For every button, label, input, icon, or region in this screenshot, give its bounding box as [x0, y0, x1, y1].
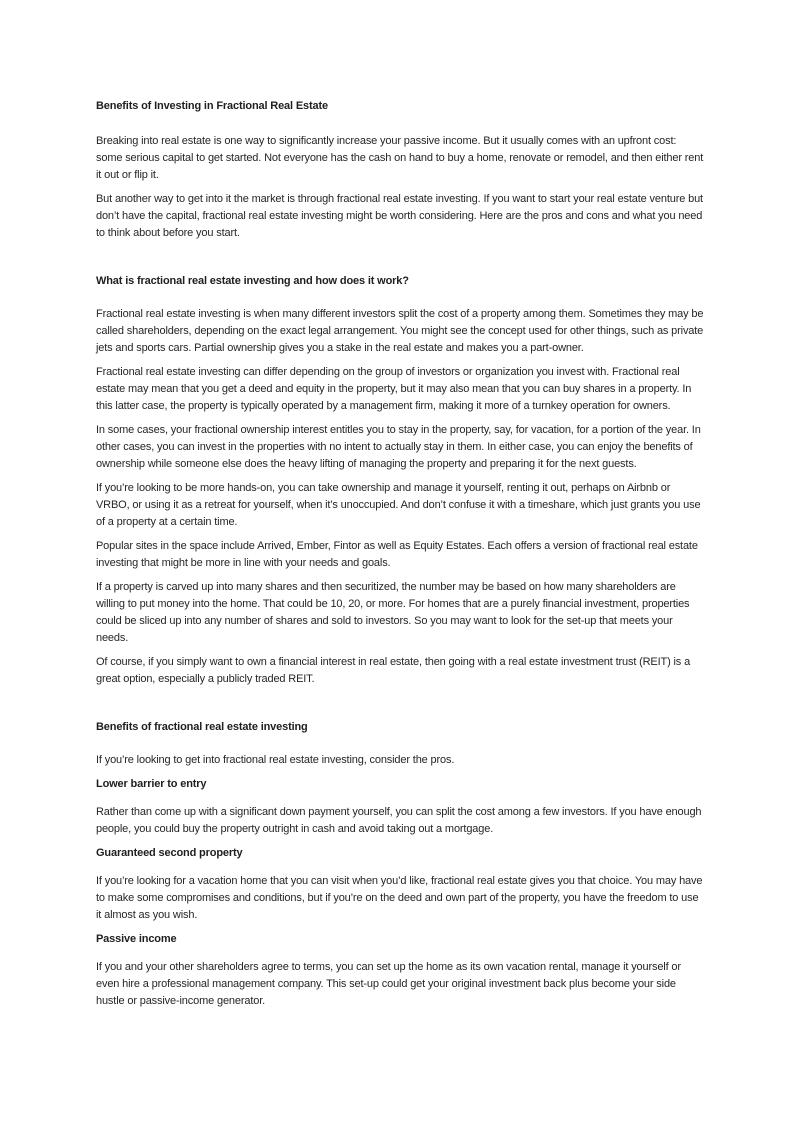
subheading-lower-barrier-to-entry: Lower barrier to entry: [96, 778, 207, 790]
what-is-paragraph-1: Fractional real estate investing is when many different investors split the cost of a property among them. Sometimes they may be called shareholders, depending on the exact legal arrangement. You might see the concept used for other things, such as private jets and sports cars. Partial ownership gives you a stake in the real estate and makes you a part-owner.: [96, 308, 704, 354]
what-is-paragraph-5: Popular sites in the space include Arrived, Ember, Fintor as well as Equity Estates. Each offers a version of fractional real estate investing that might be more in line with your needs and goals.: [96, 540, 698, 569]
what-is-paragraph-7: Of course, if you simply want to own a financial interest in real estate, then going with a real estate investment trust (REIT) is a great option, especially a publicly traded REIT.: [96, 656, 691, 685]
section-heading-what-is: What is fractional real estate investing and how does it work?: [96, 275, 409, 287]
lower-barrier-paragraph: Rather than come up with a significant down payment yourself, you can split the cost among a few investors. If you have enough people, you could buy the property outright in cash and avoid taking out a mortgage.: [96, 806, 702, 835]
intro-paragraph-2: But another way to get into it the market is through fractional real estate investing. If you want to start your real estate venture but don’t have the capital, fractional real estate investing might be worth considering. Here are the pros and cons and what you need to think about before you start.: [96, 193, 703, 239]
intro-paragraph-1: Breaking into real estate is one way to significantly increase your passive income. But it usually comes with an upfront cost: some serious capital to get started. Not everyone has the cash on hand to buy a home, renovate or remodel, and then either rent it out or flip it.: [96, 135, 704, 181]
what-is-paragraph-3: In some cases, your fractional ownership interest entitles you to stay in the property, say, for vacation, for a portion of the year. In other cases, you can invest in the properties with no intent to actually stay in them. In either case, you can enjoy the benefits of ownership while someone else does the heavy lifting of managing the property and preparing it for the next guests.: [96, 424, 701, 470]
document-title: Benefits of Investing in Fractional Real Estate: [96, 100, 328, 112]
what-is-paragraph-4: If you’re looking to be more hands-on, you can take ownership and manage it yourself, renting it out, perhaps on Airbnb or VRBO, or using it as a retreat for yourself, when it’s unoccupied. And don’t confuse it with a timeshare, which just grants you use of a property at a certain time.: [96, 482, 701, 528]
passive-income-paragraph: If you and your other shareholders agree to terms, you can set up the home as its own vacation rental, manage it yourself or even hire a professional management company. This set-up could get your original investment back plus become your side hustle or passive-income generator.: [96, 961, 681, 1007]
what-is-paragraph-6: If a property is carved up into many shares and then securitized, the number may be based on how many shareholders are willing to put money into the home. That could be 10, 20, or more. For homes that are a purely financial investment, properties could be sliced up into any number of shares and sold to investors. So you may want to look for the set-up that meets your needs.: [96, 581, 690, 644]
subheading-guaranteed-second-property: Guaranteed second property: [96, 847, 243, 859]
section-heading-benefits: Benefits of fractional real estate investing: [96, 721, 308, 733]
what-is-paragraph-2: Fractional real estate investing can differ depending on the group of investors or organization you invest with. Fractional real estate may mean that you get a deed and equity in the property, but it may also mean that you can buy shares in a property. In this latter case, the property is typically operated by a management firm, making it more of a turnkey operation for owners.: [96, 366, 692, 412]
guaranteed-second-property-paragraph: If you’re looking for a vacation home that you can visit when you’d like, fractional real estate gives you that choice. You may have to make some compromises and conditions, but if you’re on the deed and own part of the property, you have the freedom to use it almost as you wish.: [96, 875, 703, 921]
benefits-intro-paragraph: If you’re looking to get into fractional real estate investing, consider the pros.: [96, 754, 455, 766]
subheading-passive-income: Passive income: [96, 933, 177, 945]
